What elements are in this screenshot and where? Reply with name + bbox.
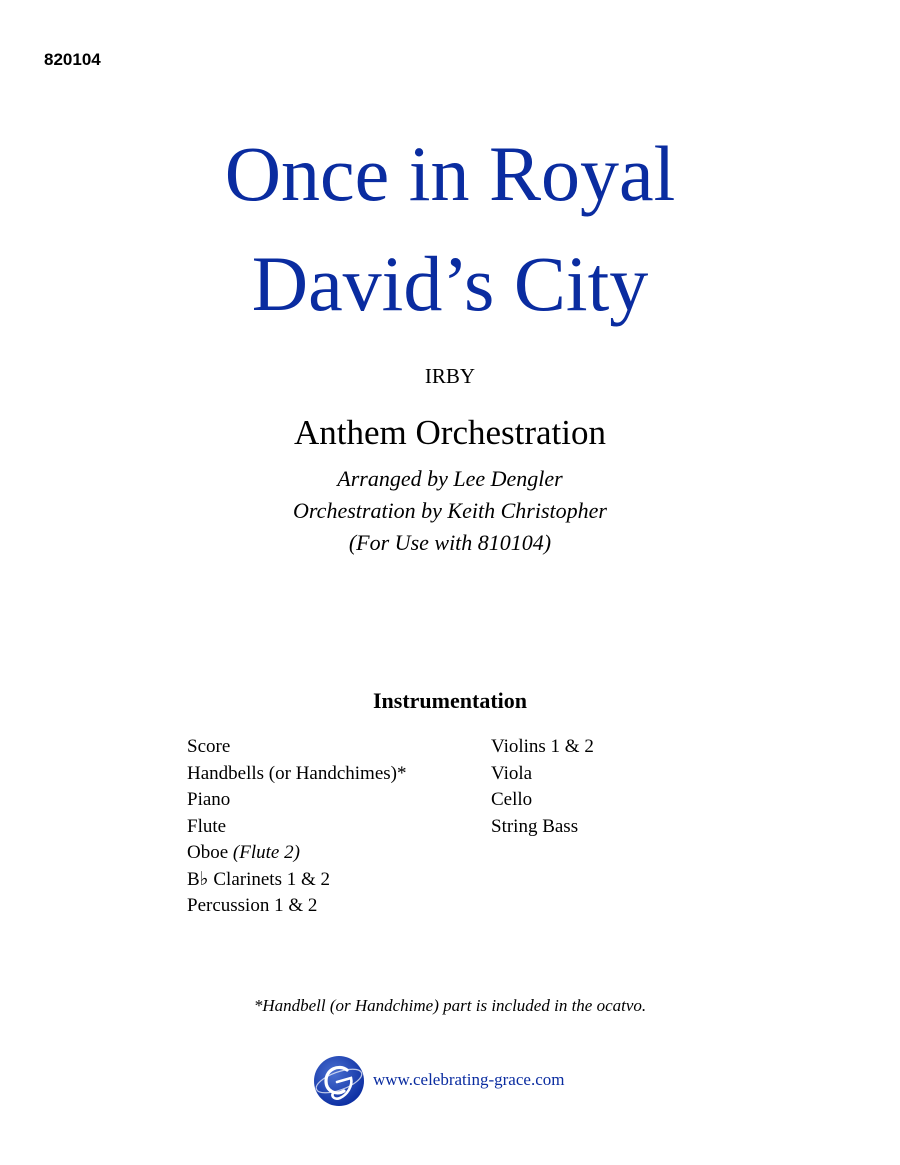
tune-name: IRBY xyxy=(424,364,476,388)
instrument-item: Score xyxy=(187,736,231,757)
instrument-item xyxy=(187,840,407,867)
instrument-item: Flute xyxy=(187,815,227,837)
oboe-alternate: (Flute 2) xyxy=(232,842,300,863)
orchestrator-credit: Orchestration by Keith Christopher xyxy=(293,498,607,523)
handbell-footnote: *Handbell (or Handchime) part is included in the ocatvo. xyxy=(253,996,647,1015)
instrument-item: Viola xyxy=(491,762,533,784)
title-line-2: David’s City xyxy=(251,240,649,327)
instrument-item: Handbells (or Handchimes)* xyxy=(187,762,407,784)
instrument-item: Violins 1 & 2 xyxy=(491,736,594,757)
oboe-label: Oboe xyxy=(187,842,229,863)
instrumentation-heading: Instrumentation xyxy=(372,688,527,713)
title-line-1: Once in Royal xyxy=(224,130,676,217)
celebrating-grace-logo-icon xyxy=(313,1055,365,1107)
instrument-item: Cello xyxy=(491,789,533,810)
instrument-item: Percussion 1 & 2 xyxy=(187,895,318,916)
publisher-url[interactable]: www.celebrating-grace.com xyxy=(373,1070,565,1089)
subtitle: Anthem Orchestration xyxy=(294,413,606,452)
arranger-credit: Arranged by Lee Dengler xyxy=(337,466,563,491)
instrument-item: Piano xyxy=(187,789,231,810)
instrument-item: String Bass xyxy=(491,815,579,837)
credits xyxy=(0,463,900,559)
instrument-list-right xyxy=(491,734,594,840)
use-with-note: (For Use with 810104) xyxy=(348,530,552,555)
catalog-number: 820104 xyxy=(44,50,101,69)
instrument-item: B♭ Clarinets 1 & 2 xyxy=(187,868,331,890)
instrument-list-left xyxy=(187,734,407,920)
